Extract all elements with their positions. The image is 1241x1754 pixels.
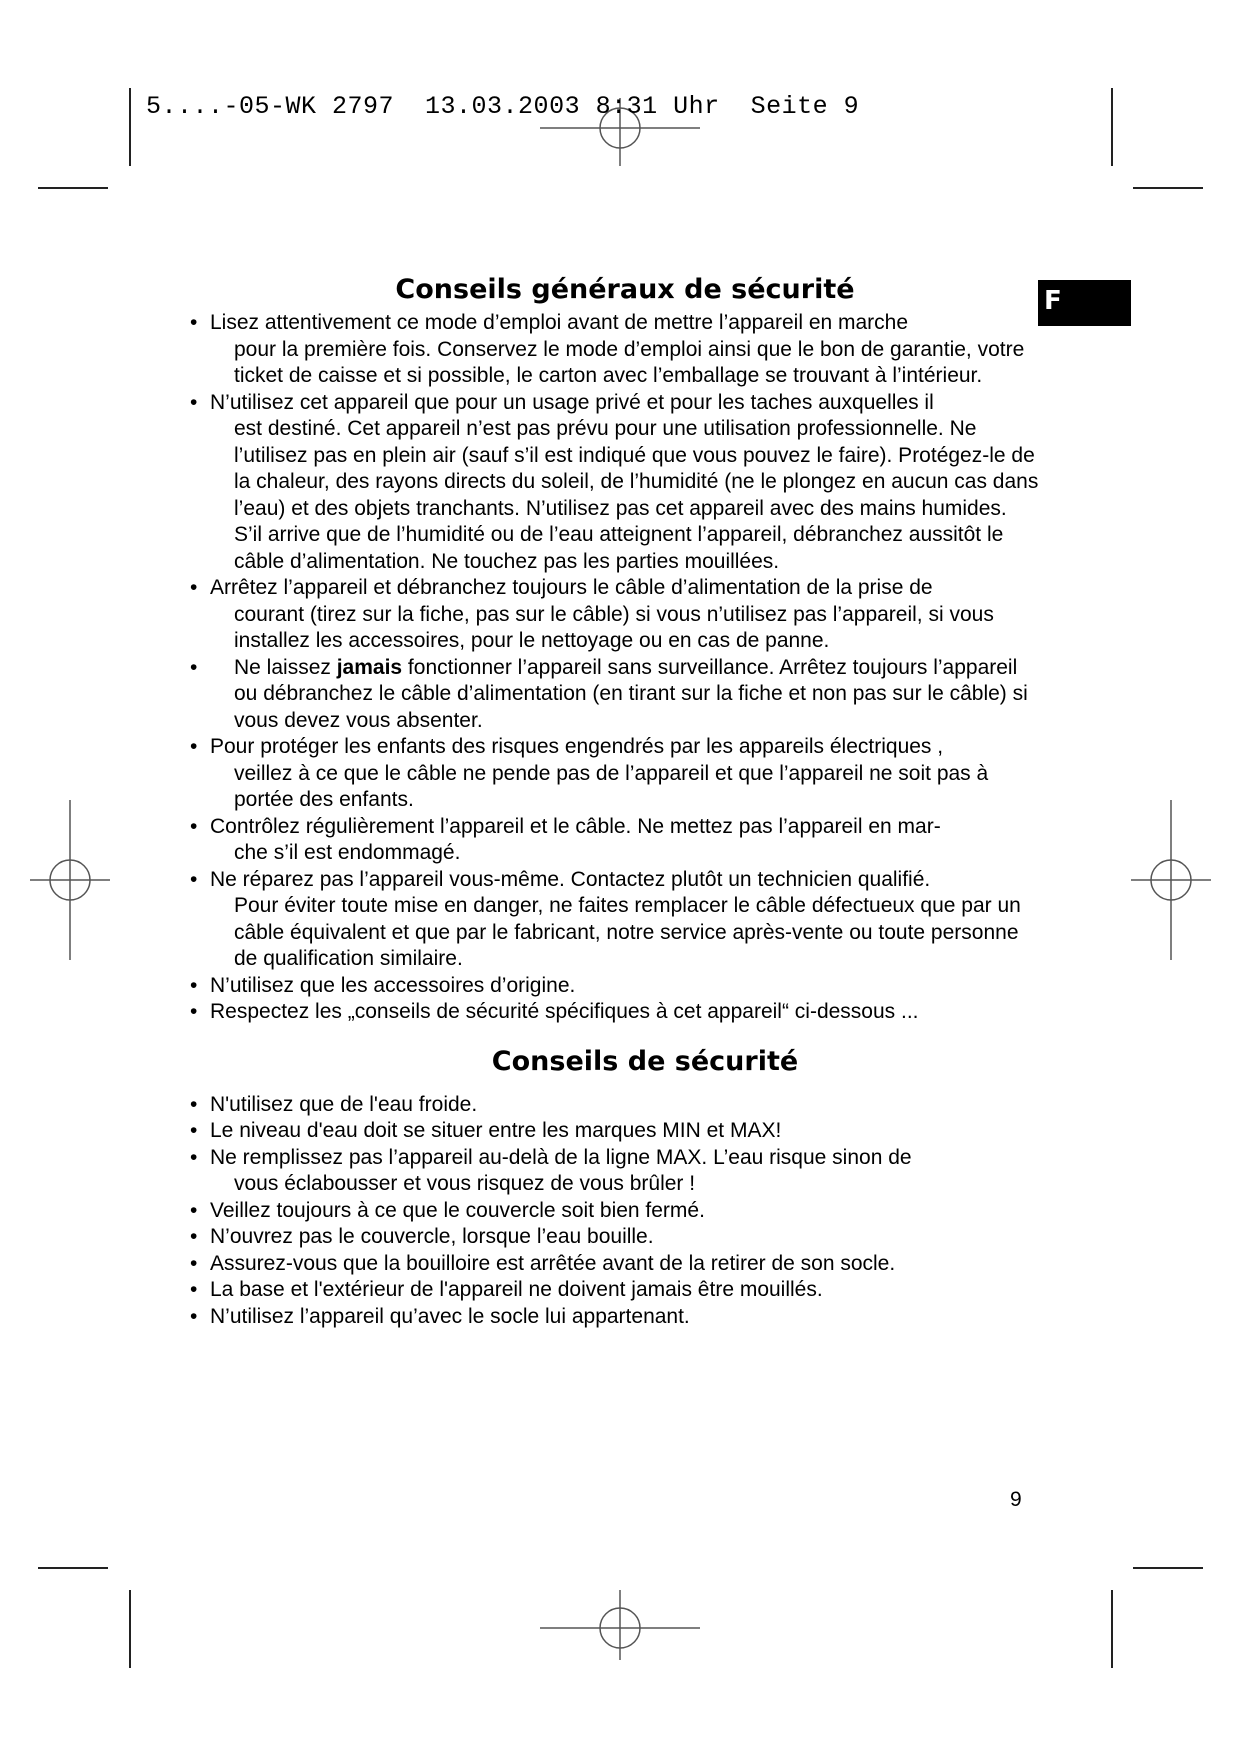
language-tab-label: F xyxy=(1044,286,1062,316)
list-item: • N’ouvrez pas le couvercle, lorsque l’eau bouille. xyxy=(190,1225,654,1248)
list-item: • N’utilisez l’appareil qu’avec le socle lui appartenant. xyxy=(190,1304,690,1328)
list-item: • N'utilisez que de l'eau froide. xyxy=(190,1092,478,1116)
list-item: • Lisez attentivement ce mode d’emploi avant de mettre l’appareil en marche pour la première fois. Conservez le mode d’emploi ainsi que le bon de garantie, votre ticket de caisse et si possible, le carton avec l’emballage se trouvant à l’intérieur. xyxy=(190,311,1025,387)
list-item: • Ne remplissez pas l’appareil au-delà de la ligne MAX. L’eau risque sinon de vous éclabousser et vous risquez de vous brûler ! xyxy=(190,1145,912,1195)
general-safety-list xyxy=(190,310,1040,1026)
list-item: • N’utilisez cet appareil que pour un usage privé et pour les taches auxquelles il est destiné. Cet appareil n’est pas prévu pour une utilisation professionnelle. Ne l’utilisez pas en plein air (sauf s’il est indiqué que vous pouvez le faire). Protégez-le de la chaleur, des rayons directs du soleil, de l’humidité (ne le plongez en aucun cas dans l’eau) et des objets tranchants. N’utilisez pas cet appareil avec des mains humides. S’il arrive que de l’humidité ou de l’eau atteignent l’appareil, débranchez aussitôt le câble d’alimentation. Ne touchez pas les parties mouillées. xyxy=(190,390,1039,573)
safety-list xyxy=(190,1092,1040,1331)
page-content xyxy=(190,270,1040,1330)
list-item: • Le niveau d'eau doit se situer entre les marques MIN et MAX! xyxy=(190,1119,782,1142)
list-item: • Veillez toujours à ce que le couvercle soit bien fermé. xyxy=(190,1198,705,1222)
list-item: • Arrêtez l’appareil et débranchez toujours le câble d’alimentation de la prise de courant (tirez sur la fiche, pas sur le câble) si vous n’utilisez pas l’appareil, si vous installez les accessoires, pour le nettoyage ou en cas de panne. xyxy=(190,576,994,652)
print-slug-header: 5....-05-WK 2797 13.03.2003 8:31 Uhr Seite 9 xyxy=(146,92,860,121)
list-item: • Pour protéger les enfants des risques engendrés par les appareils électriques , veillez à ce que le câble ne pende pas de l’appareil et que l’appareil ne soit pas à portée des enfants. xyxy=(190,735,989,811)
page-number: 9 xyxy=(1010,1488,1022,1511)
list-item: • Respectez les „conseils de sécurité spécifiques à cet appareil“ ci-dessous ... xyxy=(190,1000,919,1023)
list-item: • N’utilisez que les accessoires d’origine. xyxy=(190,973,576,997)
list-item: • Ne laissez jamais fonctionner l’appareil sans surveillance. Arrêtez toujours l’appareil ou débranchez le câble d’alimentation (en tirant sur la fiche et non pas sur le câble) si vous devez vous absenter. xyxy=(190,655,1028,732)
section-title-safety: Conseils de sécurité xyxy=(491,1045,799,1077)
list-item: • Assurez-vous que la bouilloire est arrêtée avant de la retirer de son socle. xyxy=(190,1251,896,1275)
section-title-general-safety: Conseils généraux de sécurité xyxy=(395,274,855,305)
list-item: • Ne réparez pas l’appareil vous-même. Contactez plutôt un technicien qualifié. Pour éviter toute mise en danger, ne faites remplacer le câble défectueux que par un câble équivalent et que par le fabricant, notre service après-vente ou toute personne de qualification similaire. xyxy=(190,867,1021,970)
list-item: • Contrôlez régulièrement l’appareil et le câble. Ne mettez pas l’appareil en mar- che s’il est endommagé. xyxy=(190,814,941,864)
language-tab xyxy=(1038,280,1131,326)
list-item: • La base et l'extérieur de l'appareil ne doivent jamais être mouillés. xyxy=(190,1278,823,1301)
